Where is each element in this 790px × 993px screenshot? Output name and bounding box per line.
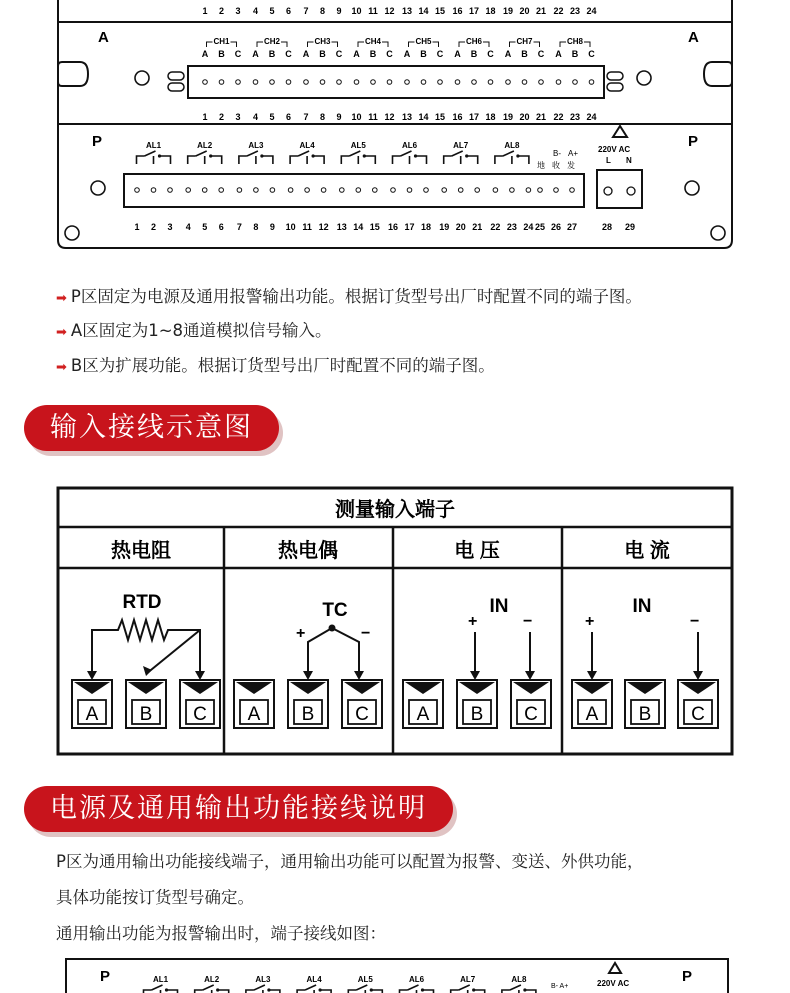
channel-letter: A <box>302 49 310 59</box>
relay-contact-icon <box>341 151 375 164</box>
tc-plus: + <box>296 625 306 642</box>
relay-contact-icon <box>348 985 382 993</box>
channel-letter: B <box>470 49 478 59</box>
bullet-b-zone: ➡ B区为扩展功能。根据订货型号出厂时配置不同的端子图。 <box>56 355 495 379</box>
a-terminal-number: 15 <box>434 112 446 122</box>
a-terminal-number-top: 15 <box>434 6 446 16</box>
a-terminal-number-top: 9 <box>336 6 342 16</box>
relay-contact-icon <box>246 985 280 993</box>
column-header-rtd: 热电阻 <box>111 540 171 562</box>
paragraph-order-model: 具体功能按订货型号确定。 <box>56 888 254 907</box>
a-terminal-number-top: 18 <box>485 6 496 16</box>
alarm-label: AL3 <box>255 975 271 984</box>
relay-contact-icon <box>451 985 485 993</box>
current-in-label: IN <box>632 596 652 617</box>
a-terminal-number-top: 2 <box>218 6 225 16</box>
a-terminal-number-top: 5 <box>269 6 275 16</box>
svg-text:A: A <box>585 704 599 725</box>
power-letter-n: N <box>626 156 632 165</box>
channel-label: CH7 <box>516 37 533 46</box>
a-terminal-number-top: 21 <box>535 6 547 16</box>
p-terminal-number: 15 <box>369 222 380 232</box>
arrow-right-icon: ➡ <box>56 325 67 340</box>
p-terminal-number: 9 <box>269 222 275 232</box>
table-title: 测量输入端子 <box>335 499 455 521</box>
alarm-label: AL7 <box>453 141 469 150</box>
p-terminal-number: 12 <box>318 222 329 232</box>
channel-letter: C <box>436 49 444 59</box>
a-terminal-number: 1 <box>202 112 208 122</box>
channel-label: CH2 <box>263 37 281 46</box>
alarm-label: AL1 <box>145 141 162 150</box>
svg-text:B: B <box>301 704 315 725</box>
section-title-power-output-wiring: 电源及通用输出功能接线说明 <box>24 786 453 832</box>
channel-label: CH1 <box>213 37 230 46</box>
voltage-plus: + <box>468 613 478 630</box>
input-terminal-c <box>511 680 551 728</box>
a-terminal-number: 20 <box>519 112 530 122</box>
alarm-label: AL8 <box>504 141 520 150</box>
a-terminal-number: 23 <box>569 112 581 122</box>
relay-contact-icon <box>188 151 222 164</box>
svg-text:B: B <box>638 704 652 725</box>
p-zone-label-left: P <box>92 133 103 150</box>
p-terminal-number: 2 <box>150 222 157 232</box>
comm-label-tx: 发 <box>567 161 575 170</box>
warning-triangle-icon <box>609 963 621 973</box>
channel-letter: B <box>521 49 528 59</box>
channel-letter: C <box>537 49 545 59</box>
a-terminal-number: 8 <box>319 112 326 122</box>
svg-text:C: C <box>524 704 538 725</box>
channel-letter: A <box>454 49 461 59</box>
channel-letter: B <box>369 49 377 59</box>
a-terminal-number: 24 <box>586 112 597 122</box>
bottom-terminal-panel <box>0 955 790 993</box>
p-terminal-number: 10 <box>285 222 296 232</box>
a-terminal-number: 2 <box>218 112 225 122</box>
p-terminal-number: 3 <box>167 222 173 232</box>
p-terminal-number: 6 <box>218 222 224 232</box>
a-terminal-number-top: 3 <box>235 6 241 16</box>
svg-text:A: A <box>247 704 261 725</box>
alarm-label: AL5 <box>350 141 366 150</box>
p-terminal-number: 11 <box>302 222 312 232</box>
channel-letter: A <box>504 49 512 59</box>
relay-contact-icon <box>444 151 478 164</box>
a-terminal-number: 11 <box>368 112 378 122</box>
section-title-input-wiring: 输入接线示意图 <box>24 405 279 451</box>
p-terminal-number: 14 <box>353 222 364 232</box>
comm-label-ground: 地 <box>537 161 545 170</box>
alarm-label: AL2 <box>197 141 213 150</box>
input-terminal-a <box>234 680 274 728</box>
channel-letter: A <box>403 49 411 59</box>
power-letter-l: L <box>606 156 611 165</box>
a-terminal-number: 19 <box>502 112 514 122</box>
column-header-thermocouple: 热电偶 <box>278 540 338 562</box>
svg-text:A: A <box>416 704 430 725</box>
paragraph-p-zone-desc: P区为通用输出功能接线端子，通用输出功能可以配置为报警、变送、外供功能， <box>56 852 644 871</box>
channel-label: CH5 <box>415 37 432 46</box>
column-header-current: 电 流 <box>624 540 670 562</box>
p-terminal-number: 19 <box>439 222 450 232</box>
input-terminal-a <box>72 680 112 728</box>
a-terminal-number-top: 1 <box>202 6 208 16</box>
input-terminal-b <box>625 680 665 728</box>
channel-letter: A <box>252 49 259 59</box>
p-terminal-number: 7 <box>236 222 242 232</box>
a-terminal-number-top: 24 <box>586 6 597 16</box>
p-terminal-number: 5 <box>202 222 208 232</box>
svg-text:B: B <box>139 704 153 725</box>
alarm-label: AL4 <box>306 975 322 984</box>
channel-letter: A <box>353 49 360 59</box>
a-terminal-number: 16 <box>452 112 463 122</box>
voltage-in-label: IN <box>489 596 509 617</box>
a-terminal-number-top: 16 <box>452 6 463 16</box>
relay-contact-icon <box>393 151 427 164</box>
relay-contact-icon <box>297 985 331 993</box>
channel-letter: B <box>218 49 225 59</box>
input-terminal-a <box>403 680 443 728</box>
svg-text:C: C <box>691 704 705 725</box>
a-terminal-number: 5 <box>269 112 275 122</box>
p-terminal-number: 1 <box>134 222 140 232</box>
svg-text:A: A <box>85 704 99 725</box>
channel-letter: C <box>386 49 393 59</box>
svg-text:C: C <box>355 704 369 725</box>
a-terminal-number-top: 7 <box>303 6 309 16</box>
p-terminal-number: 24 <box>523 222 534 232</box>
a-terminal-number-top: 13 <box>401 6 413 16</box>
a-terminal-number: 7 <box>303 112 309 122</box>
bottom-p-label-left: P <box>100 968 111 985</box>
channel-letter: B <box>571 49 579 59</box>
a-terminal-number-top: 14 <box>418 6 429 16</box>
alarm-label: AL3 <box>248 141 264 150</box>
rtd-label: RTD <box>122 592 162 613</box>
terminal-panel-diagram <box>0 0 790 262</box>
p-terminal-number: 25 <box>534 222 546 232</box>
p-terminal-number: 8 <box>253 222 259 232</box>
p-terminal-number: 4 <box>185 222 191 232</box>
input-terminal-c <box>678 680 718 728</box>
channel-label: CH3 <box>314 37 331 46</box>
channel-letter: A <box>555 49 562 59</box>
input-terminal-b <box>288 680 328 728</box>
relay-contact-icon <box>400 985 434 993</box>
a-terminal-number: 10 <box>351 112 362 122</box>
p-terminal-number: 16 <box>387 222 399 232</box>
a-terminal-number: 3 <box>235 112 241 122</box>
a-terminal-number: 4 <box>252 112 259 122</box>
paragraph-alarm-wiring: 通用输出功能为报警输出时，端子接线如图： <box>56 924 386 943</box>
a-terminal-number-top: 8 <box>319 6 326 16</box>
a-terminal-number-top: 19 <box>502 6 514 16</box>
p-terminal-28: 28 <box>602 222 613 232</box>
input-terminal-table <box>56 486 736 758</box>
channel-letter: A <box>201 49 209 59</box>
p-terminal-number: 17 <box>404 222 415 232</box>
a-terminal-number-top: 10 <box>351 6 362 16</box>
power-terminal-block <box>597 170 642 208</box>
p-terminal-number: 18 <box>420 222 432 232</box>
bullet-a-zone: ➡ A区固定为1~8通道模拟信号输入。 <box>56 320 332 344</box>
power-label: 220V AC <box>598 145 631 154</box>
a-terminal-number-top: 22 <box>553 6 564 16</box>
a-terminal-number: 22 <box>553 112 564 122</box>
input-terminal-c <box>180 680 220 728</box>
tc-minus: − <box>361 625 371 642</box>
comm-label-b: B- <box>553 149 561 158</box>
channel-letter: C <box>285 49 292 59</box>
warning-triangle-icon <box>613 126 627 137</box>
a-terminal-number-top: 20 <box>519 6 530 16</box>
channel-letter: B <box>268 49 276 59</box>
channel-letter: B <box>420 49 427 59</box>
alarm-label: AL8 <box>511 975 527 984</box>
alarm-label: AL6 <box>408 975 425 984</box>
a-terminal-number-top: 11 <box>368 6 378 16</box>
svg-text:B: B <box>470 704 484 725</box>
arrow-right-icon: ➡ <box>56 360 67 375</box>
channel-letter: C <box>234 49 242 59</box>
a-zone-label-right: A <box>688 29 699 46</box>
current-minus: − <box>690 613 700 630</box>
a-terminal-number: 14 <box>418 112 429 122</box>
p-terminal-number: 27 <box>566 222 578 232</box>
a-terminal-number: 6 <box>285 112 292 122</box>
bottom-comm-label: B- A+ <box>551 983 569 990</box>
p-terminal-number: 21 <box>472 222 483 232</box>
alarm-label: AL2 <box>204 975 220 984</box>
channel-letter: B <box>319 49 326 59</box>
a-terminal-number: 21 <box>535 112 547 122</box>
relay-contact-icon <box>239 151 273 164</box>
channel-letter: C <box>335 49 343 59</box>
a-terminal-number-top: 23 <box>569 6 581 16</box>
a-terminal-number-top: 12 <box>384 6 395 16</box>
comm-label-a: A+ <box>568 149 579 158</box>
relay-contact-icon <box>144 985 178 993</box>
channel-letter: C <box>487 49 494 59</box>
relay-contact-icon <box>495 151 529 164</box>
alarm-label: AL4 <box>299 141 315 150</box>
input-terminal-a <box>572 680 612 728</box>
a-terminal-number-top: 17 <box>468 6 480 16</box>
relay-contact-icon <box>290 151 324 164</box>
input-terminal-b <box>457 680 497 728</box>
a-zone-label-left: A <box>98 29 109 46</box>
channel-label: CH4 <box>364 37 382 46</box>
bullet-p-zone: ➡ P区固定为电源及通用报警输出功能。根据订货型号出厂时配置不同的端子图。 <box>56 286 642 310</box>
a-terminal-number: 17 <box>468 112 480 122</box>
p-terminal-number: 20 <box>455 222 466 232</box>
current-plus: + <box>585 613 595 630</box>
a-terminal-number: 13 <box>401 112 413 122</box>
channel-label: CH6 <box>465 37 483 46</box>
alarm-label: AL7 <box>460 975 476 984</box>
channel-letter: C <box>588 49 595 59</box>
a-terminal-number: 9 <box>336 112 342 122</box>
bottom-power-label: 220V AC <box>597 979 630 988</box>
bottom-p-label-right: P <box>682 968 693 985</box>
p-terminal-number: 22 <box>490 222 501 232</box>
a-terminal-number: 18 <box>485 112 496 122</box>
column-header-voltage: 电 压 <box>454 540 500 562</box>
voltage-minus: − <box>523 613 533 630</box>
svg-text:C: C <box>193 704 207 725</box>
input-terminal-c <box>342 680 382 728</box>
comm-label-rx: 收 <box>552 161 560 170</box>
alarm-label: AL6 <box>401 141 418 150</box>
arrow-right-icon: ➡ <box>56 291 67 306</box>
relay-contact-icon <box>195 985 229 993</box>
a-terminal-number: 12 <box>384 112 395 122</box>
alarm-label: AL5 <box>357 975 373 984</box>
a-terminal-number-top: 6 <box>285 6 292 16</box>
p-terminal-number: 26 <box>550 222 562 232</box>
channel-label: CH8 <box>566 37 584 46</box>
relay-contact-icon <box>502 985 536 993</box>
p-terminal-29: 29 <box>625 222 636 232</box>
p-terminal-number: 23 <box>506 222 517 232</box>
tc-label: TC <box>322 600 348 621</box>
input-terminal-b <box>126 680 166 728</box>
alarm-label: AL1 <box>152 975 169 984</box>
relay-contact-icon <box>137 151 171 164</box>
p-terminal-number: 13 <box>336 222 347 232</box>
p-zone-label-right: P <box>688 133 699 150</box>
a-terminal-number-top: 4 <box>252 6 259 16</box>
